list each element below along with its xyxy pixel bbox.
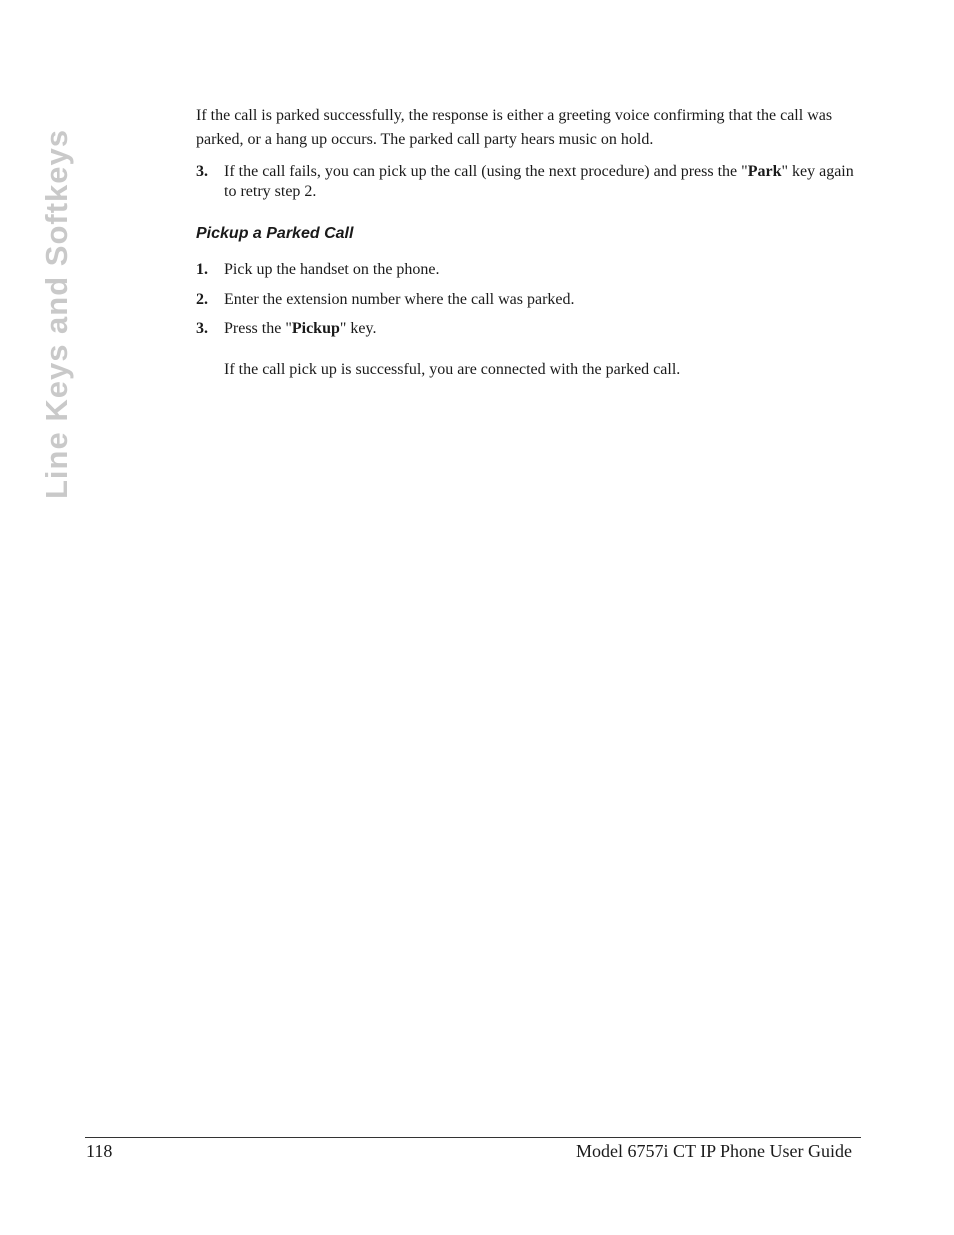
step-text-before: Press the "	[224, 320, 292, 337]
side-tab-label: Line Keys and Softkeys	[39, 128, 75, 500]
park-retry-step	[196, 162, 858, 202]
step-text: Pick up the handset on the phone.	[224, 261, 440, 278]
step-text	[224, 162, 858, 202]
intro-paragraph: If the call is parked successfully, the response is either a greeting voice confirming that the call was parked, or a hang up occurs. The parked call party hears music on hold.	[196, 107, 833, 148]
page-content	[196, 104, 858, 380]
step-number: 1.	[196, 261, 208, 278]
page-number: 118	[86, 1141, 113, 1161]
park-key-label: Park	[747, 163, 782, 180]
section-heading-pickup: Pickup a Parked Call	[196, 225, 354, 242]
step-text-after: " key.	[339, 320, 377, 337]
footer-divider	[85, 1137, 861, 1138]
step-text: Enter the extension number where the call was parked.	[224, 291, 575, 308]
step-number: 3.	[196, 163, 208, 180]
step-number: 2.	[196, 291, 208, 308]
side-tab	[40, 108, 74, 520]
pickup-step-1	[196, 260, 858, 280]
step-number: 3.	[196, 320, 208, 337]
pickup-step-3	[196, 319, 858, 339]
pickup-key-label: Pickup	[291, 320, 340, 337]
step-text-before: If the call fails, you can pick up the call (using the next procedure) and press the "	[224, 163, 748, 180]
pickup-result-note: If the call pick up is successful, you are connected with the parked call.	[224, 361, 681, 378]
step-text-after: " key again to retry step 2.	[224, 163, 854, 200]
step-text	[224, 319, 858, 339]
pickup-step-2	[196, 290, 858, 310]
guide-title: Model 6757i CT IP Phone User Guide	[576, 1141, 852, 1161]
